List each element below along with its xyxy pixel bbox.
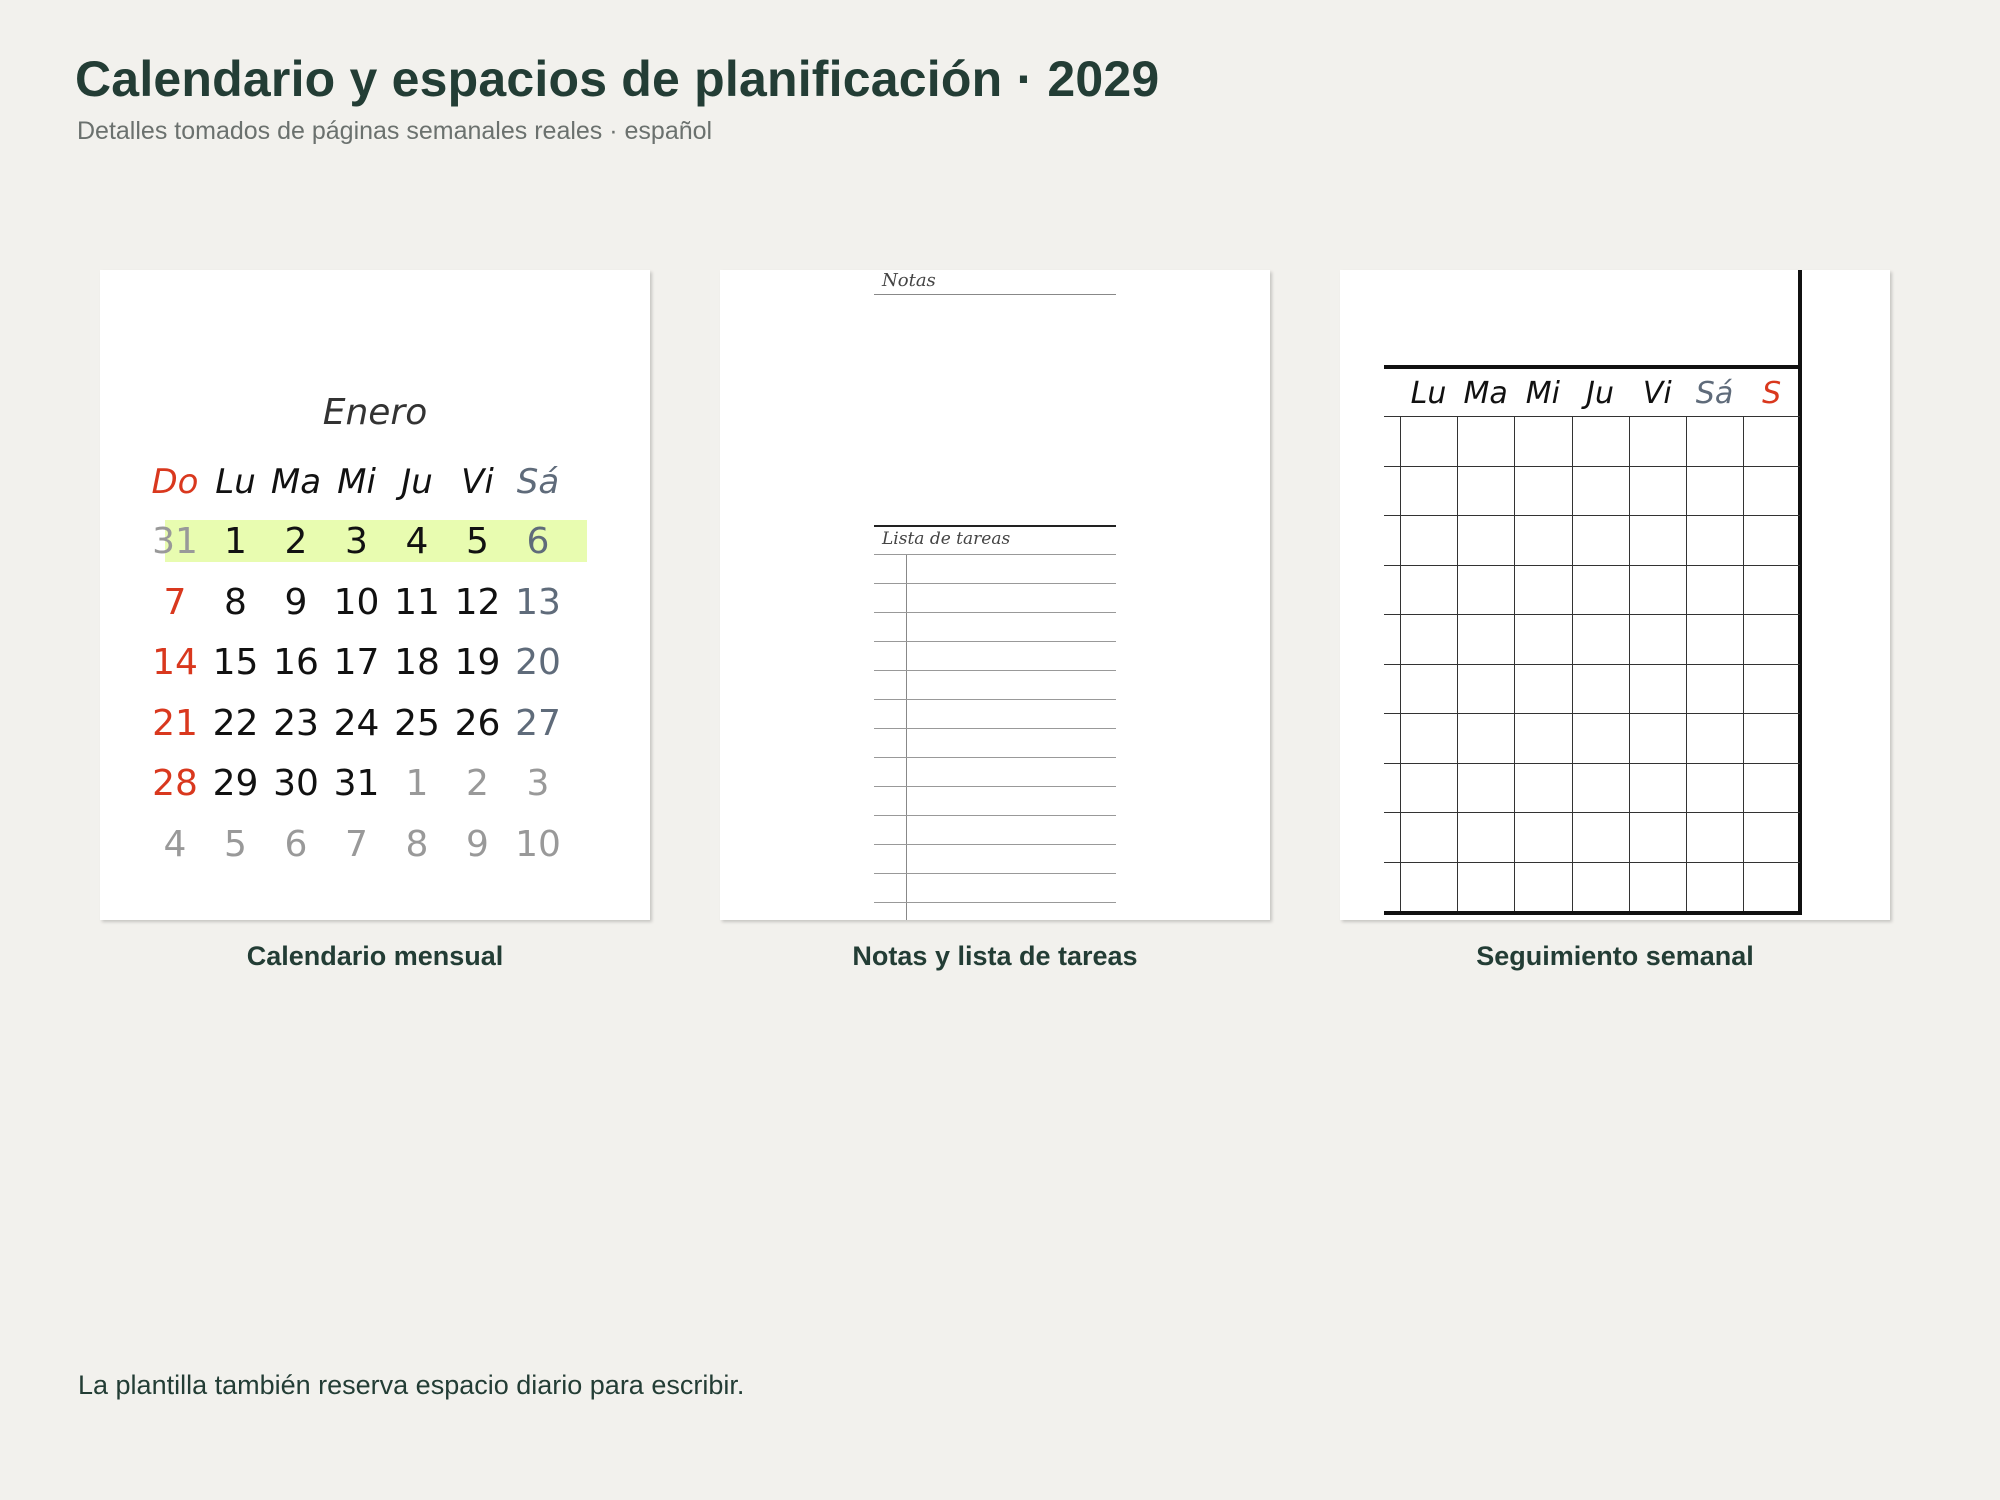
weekday-header: Vi: [461, 462, 494, 502]
tracker-day-header: Vi: [1642, 376, 1672, 411]
calendar-day: 8: [224, 581, 247, 623]
calendar-day: 2: [284, 521, 308, 562]
task-line: [874, 786, 1116, 787]
calendar-day: 9: [466, 823, 489, 865]
calendar-day: 28: [152, 763, 198, 804]
page-subtitle: Detalles tomados de páginas semanales reales · español: [77, 117, 713, 145]
weekday-header: Mi: [337, 462, 376, 502]
task-line: [874, 670, 1116, 671]
calendar-day: 10: [515, 823, 561, 865]
calendar-day: 30: [273, 763, 319, 804]
notes-tasks-card: [720, 270, 1270, 920]
footer-note: La plantilla también reserva espacio diario para escribir.: [78, 1370, 745, 1400]
page-title: Calendario y espacios de planificación · 2029: [75, 51, 1160, 107]
tracker-bottom-border: [1384, 911, 1802, 915]
tracker-column-line: [1686, 416, 1687, 912]
calendar-day: 20: [515, 642, 561, 683]
tasks-top-rule: [874, 525, 1116, 527]
weekday-header: Ju: [401, 462, 433, 502]
task-line: [874, 844, 1116, 845]
tracker-row-line: [1384, 713, 1800, 714]
calendar-day: 26: [454, 702, 501, 744]
tracker-row-line: [1384, 664, 1800, 665]
tracker-row-line: [1384, 565, 1800, 566]
calendar-day: 29: [212, 763, 259, 804]
task-line: [874, 554, 1116, 555]
calendar-day: 11: [394, 581, 440, 623]
notes-tasks-caption: Notas y lista de tareas: [852, 941, 1138, 971]
calendar-day: 15: [212, 642, 259, 683]
calendar-day: 4: [163, 823, 187, 865]
tracker-top-border: [1384, 365, 1802, 369]
weekday-header: Sá: [516, 462, 560, 502]
calendar-day: 3: [526, 763, 550, 804]
tracker-row-line: [1384, 763, 1800, 764]
tracker-row-line: [1384, 515, 1800, 516]
task-line: [874, 699, 1116, 700]
calendar-day: 31: [152, 521, 198, 562]
tracker-row-line: [1384, 416, 1800, 417]
task-line: [874, 873, 1116, 874]
calendar-day: 14: [152, 642, 198, 683]
calendar-day: 19: [454, 642, 501, 683]
weekday-header: Ma: [270, 462, 322, 502]
tracker-column-line: [1572, 416, 1573, 912]
tracker-column-line: [1743, 416, 1744, 912]
tasks-checkbox-column-rule: [906, 554, 907, 920]
tracker-row-line: [1384, 812, 1800, 813]
weekday-header: Do: [151, 462, 199, 502]
calendar-day: 18: [394, 642, 440, 683]
calendar-day: 27: [515, 702, 561, 744]
task-line: [874, 641, 1116, 642]
weekly-tracker-caption: Seguimiento semanal: [1476, 941, 1754, 971]
monthly-calendar-caption: Calendario mensual: [246, 941, 504, 971]
calendar-day: 9: [284, 581, 308, 623]
tracker-day-header: Sá: [1695, 376, 1734, 411]
task-line: [874, 815, 1116, 816]
task-line: [874, 728, 1116, 729]
tracker-row-line: [1384, 862, 1800, 863]
tracker-column-line: [1629, 416, 1630, 912]
calendar-day: 8: [405, 823, 429, 865]
tracker-day-header: Lu: [1410, 376, 1447, 411]
calendar-day: 7: [163, 581, 187, 623]
calendar-day: 31: [333, 763, 380, 804]
tracker-column-line: [1457, 416, 1458, 912]
calendar-day: 3: [345, 521, 368, 562]
calendar-day: 5: [466, 521, 489, 562]
task-line: [874, 902, 1116, 903]
calendar-day: 25: [394, 702, 440, 744]
tracker-day-header: Ma: [1463, 376, 1508, 411]
tasks-label: Lista de tareas: [882, 529, 1011, 549]
tracker-day-header: Mi: [1525, 376, 1560, 411]
tracker-column-line: [1400, 416, 1401, 912]
calendar-day: 1: [405, 763, 429, 804]
calendar-day: 6: [526, 521, 550, 562]
calendar-day: 6: [284, 823, 308, 865]
calendar-day: 16: [273, 642, 319, 683]
weekday-header: Lu: [215, 462, 256, 502]
weekly-tracker-card: [1340, 270, 1890, 920]
notes-label: Notas: [882, 270, 936, 291]
tracker-row-line: [1384, 466, 1800, 467]
task-line: [874, 757, 1116, 758]
calendar-day: 7: [345, 823, 368, 865]
calendar-day: 12: [454, 581, 501, 623]
notes-underline: [874, 294, 1116, 295]
calendar-day: 24: [333, 702, 380, 744]
task-line: [874, 612, 1116, 613]
tracker-row-line: [1384, 614, 1800, 615]
tracker-day-header: Ju: [1586, 376, 1615, 411]
calendar-day: 4: [405, 521, 429, 562]
month-name: Enero: [322, 392, 428, 433]
tracker-column-line: [1514, 416, 1515, 912]
calendar-day: 5: [224, 823, 247, 865]
calendar-day: 17: [333, 642, 380, 683]
tracker-day-header: S: [1762, 376, 1782, 411]
calendar-day: 13: [515, 581, 561, 623]
calendar-day: 10: [333, 581, 380, 623]
task-line: [874, 583, 1116, 584]
calendar-day: 1: [224, 521, 247, 562]
calendar-day: 21: [152, 702, 198, 744]
calendar-day: 22: [212, 702, 259, 744]
monthly-calendar-card: [100, 270, 650, 920]
calendar-day: 23: [273, 702, 319, 744]
calendar-day: 2: [466, 763, 489, 804]
